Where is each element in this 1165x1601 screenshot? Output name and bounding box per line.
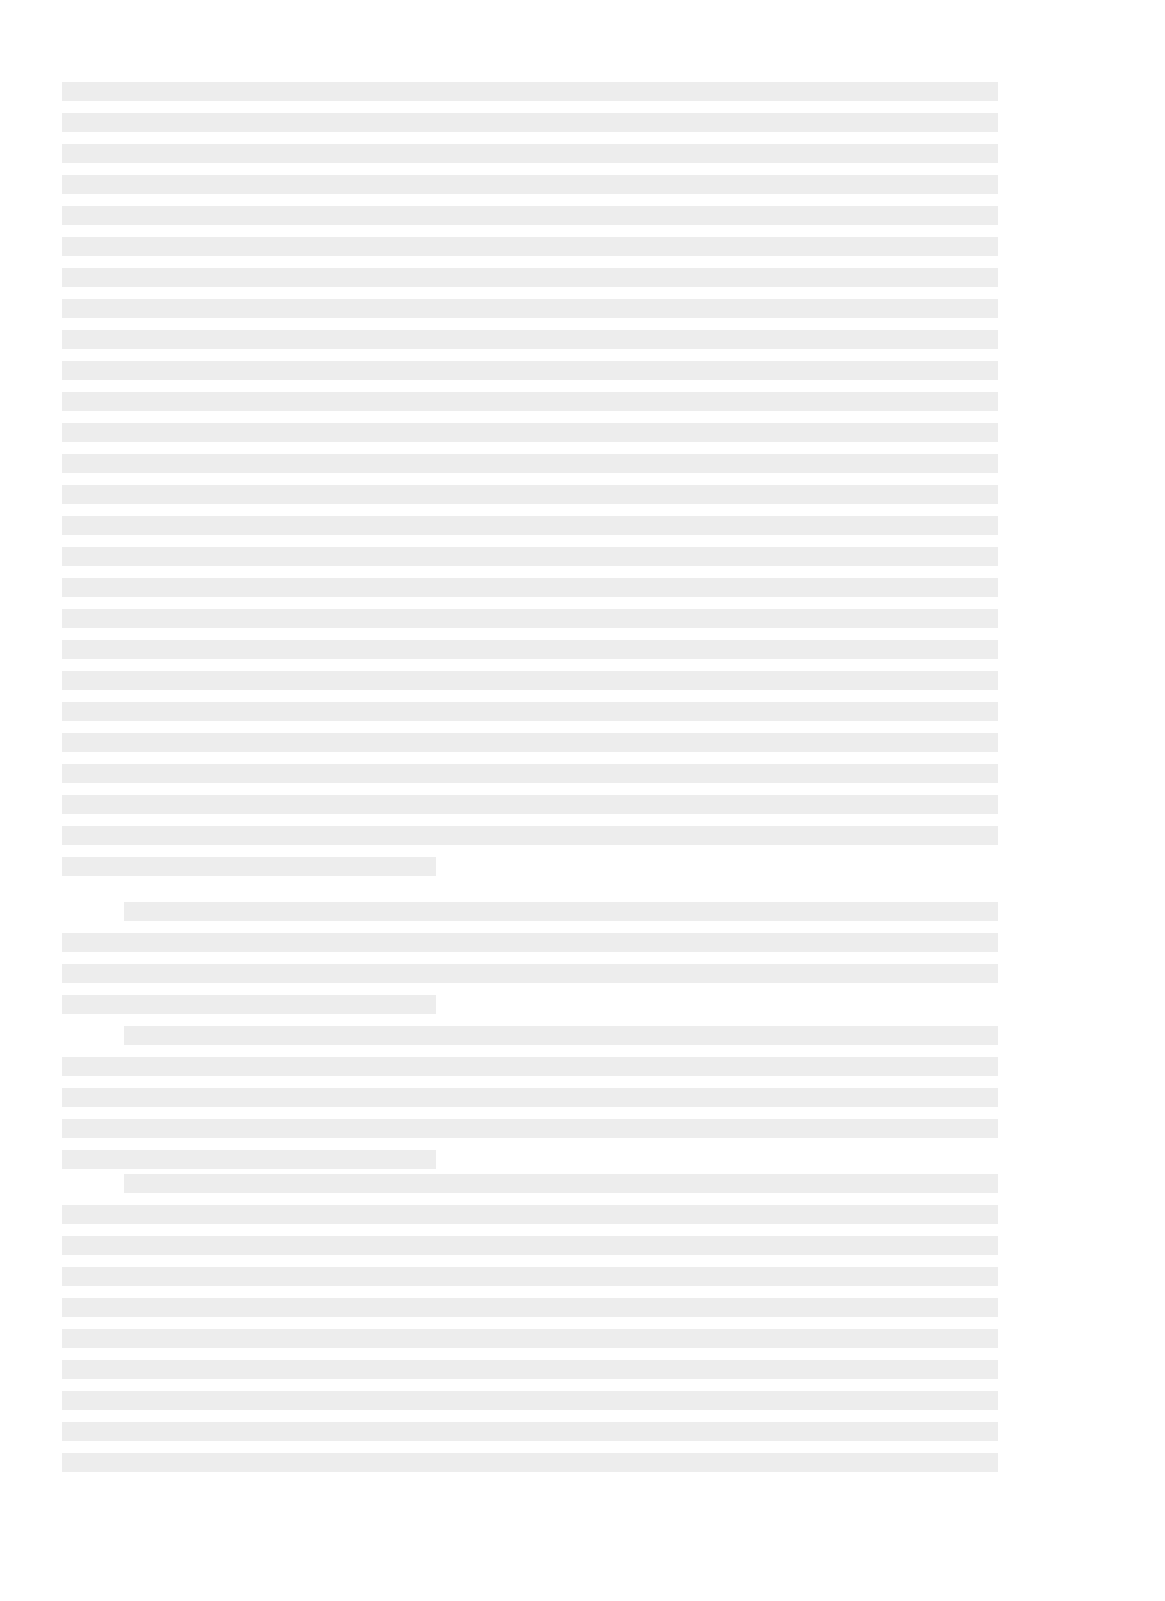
text-line [124, 1026, 998, 1045]
paragraph [62, 1026, 998, 1181]
text-line [62, 516, 998, 535]
text-line [62, 330, 998, 349]
text-line [62, 1088, 998, 1107]
text-line [62, 175, 998, 194]
text-line [62, 1298, 998, 1317]
text-line [62, 964, 998, 983]
text-line [62, 609, 998, 628]
text-line [62, 454, 998, 473]
text-line [62, 702, 998, 721]
text-line [62, 1360, 998, 1379]
text-line [62, 933, 998, 952]
text-line [62, 1150, 436, 1169]
text-line [62, 1267, 998, 1286]
text-line [62, 1453, 998, 1472]
page-number [938, 1520, 998, 1540]
text-line [62, 392, 998, 411]
text-line [124, 1174, 998, 1193]
text-line [62, 1205, 998, 1224]
paragraph [62, 1174, 998, 1484]
text-line [62, 361, 998, 380]
text-line [62, 237, 998, 256]
text-line [62, 795, 998, 814]
text-line [62, 144, 998, 163]
text-line [62, 857, 436, 876]
text-line [62, 826, 998, 845]
text-line [62, 733, 998, 752]
text-line [62, 206, 998, 225]
text-line [62, 268, 998, 287]
paragraph [62, 902, 998, 1026]
text-line [62, 1422, 998, 1441]
text-line [62, 1329, 998, 1348]
paragraph-continued [62, 82, 998, 888]
text-line [62, 113, 998, 132]
text-line [62, 1236, 998, 1255]
text-line [62, 547, 998, 566]
text-line [62, 423, 998, 442]
text-line [62, 671, 998, 690]
text-line [62, 578, 998, 597]
text-line [124, 902, 998, 921]
text-line [62, 485, 998, 504]
text-line [62, 1057, 998, 1076]
text-line [62, 995, 436, 1014]
text-line [62, 1119, 998, 1138]
text-line [62, 640, 998, 659]
text-line [62, 299, 998, 318]
text-line [62, 1391, 998, 1410]
text-line [62, 764, 998, 783]
text-line [62, 82, 998, 101]
